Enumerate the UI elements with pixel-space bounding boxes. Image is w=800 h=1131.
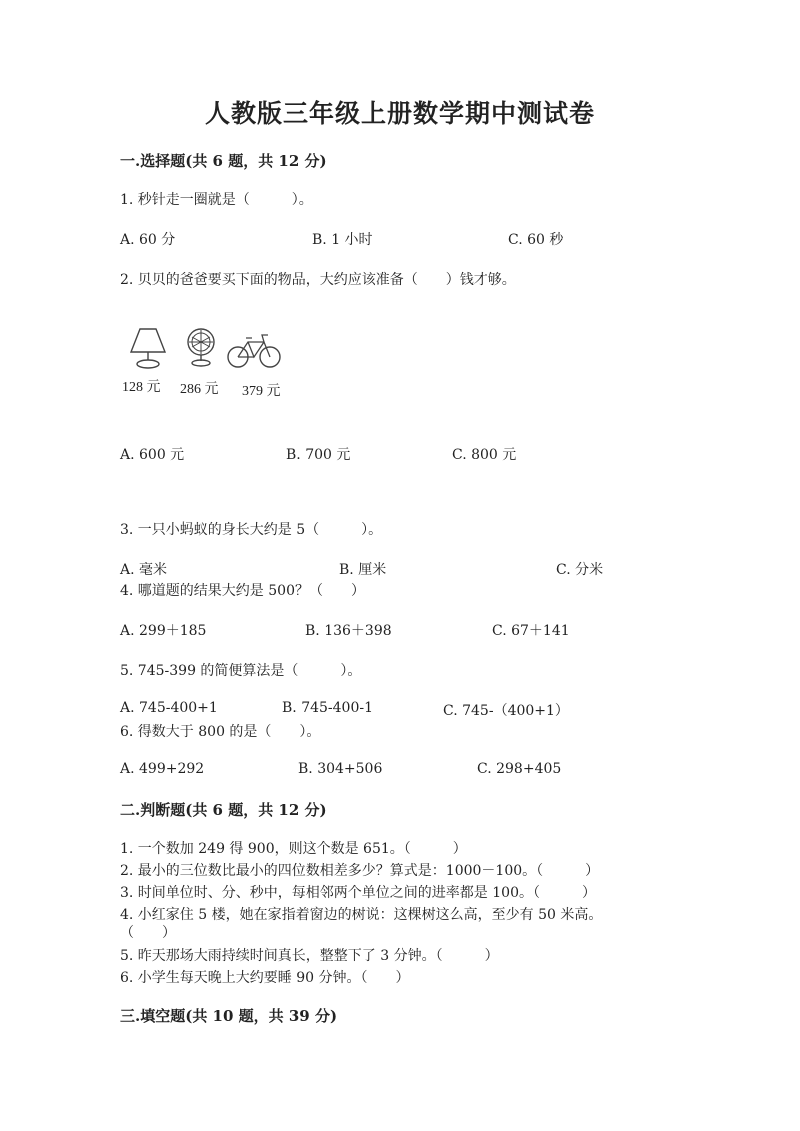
option-a: A. 60 分 xyxy=(120,232,176,248)
bicycle-icon xyxy=(226,330,282,374)
question-text: 3. 一只小蚂蚁的身长大约是 5（ ）。 xyxy=(120,522,383,538)
option-b: B. 745-400-1 xyxy=(282,700,373,716)
option-b: B. 304+506 xyxy=(298,761,383,777)
section-heading-choice: 一.选择题(共 6 题，共 12 分) xyxy=(120,152,327,170)
option-a: A. 毫米 xyxy=(120,562,168,578)
option-c: C. 60 秒 xyxy=(508,232,564,248)
option-b: B. 1 小时 xyxy=(312,232,373,248)
section-heading-fill: 三.填空题(共 10 题，共 39 分) xyxy=(120,1007,338,1025)
judge-item: 6. 小学生每天晚上大约要睡 90 分钟。（ ） xyxy=(120,970,410,986)
option-a: A. 745-400+1 xyxy=(120,700,218,716)
judge-item: 3. 时间单位时、分、秒中，每相邻两个单位之间的进率都是 100。（ ） xyxy=(120,885,596,901)
option-c: C. 800 元 xyxy=(452,447,517,463)
price-label: 128 元 xyxy=(122,380,161,395)
page-title: 人教版三年级上册数学期中测试卷 xyxy=(204,99,595,128)
judge-item: 2. 最小的三位数比最小的四位数相差多少？算式是：1000－100。（ ） xyxy=(120,863,600,879)
option-a: A. 600 元 xyxy=(120,447,185,463)
question-text: 5. 745-399 的简便算法是（ ）。 xyxy=(120,663,362,679)
option-b: B. 136＋398 xyxy=(305,623,392,639)
option-c: C. 分米 xyxy=(556,562,604,578)
judge-item: 1. 一个数加 249 得 900，则这个数是 651。（ ） xyxy=(120,841,467,857)
question-text: 1. 秒针走一圈就是（ ）。 xyxy=(120,192,313,208)
judge-item: 4. 小红家住 5 楼，她在家指着窗边的树说：这棵树这么高，至少有 50 米高。 xyxy=(120,907,603,923)
question-text: 6. 得数大于 800 的是（ ）。 xyxy=(120,724,321,740)
price-label: 286 元 xyxy=(180,382,219,397)
question-text: 2. 贝贝的爸爸要买下面的物品，大约应该准备（ ）钱才够。 xyxy=(120,272,516,288)
option-b: B. 700 元 xyxy=(286,447,351,463)
option-c: C. 745-（400+1） xyxy=(443,703,569,719)
section-heading-judge: 二.判断题(共 6 题，共 12 分) xyxy=(120,801,327,819)
option-a: A. 499+292 xyxy=(120,761,205,777)
option-c: C. 67＋141 xyxy=(492,623,570,639)
lamp-icon xyxy=(128,326,170,376)
question-text: 4. 哪道题的结果大约是 500？（ ） xyxy=(120,583,365,599)
judge-item: 5. 昨天那场大雨持续时间真长，整整下了 3 分钟。（ ） xyxy=(120,948,499,964)
judge-item-continuation: （ ） xyxy=(120,925,176,941)
option-c: C. 298+405 xyxy=(477,761,562,777)
fan-icon xyxy=(184,327,218,371)
price-label: 379 元 xyxy=(242,384,281,399)
option-b: B. 厘米 xyxy=(339,562,387,578)
option-a: A. 299＋185 xyxy=(120,623,207,639)
